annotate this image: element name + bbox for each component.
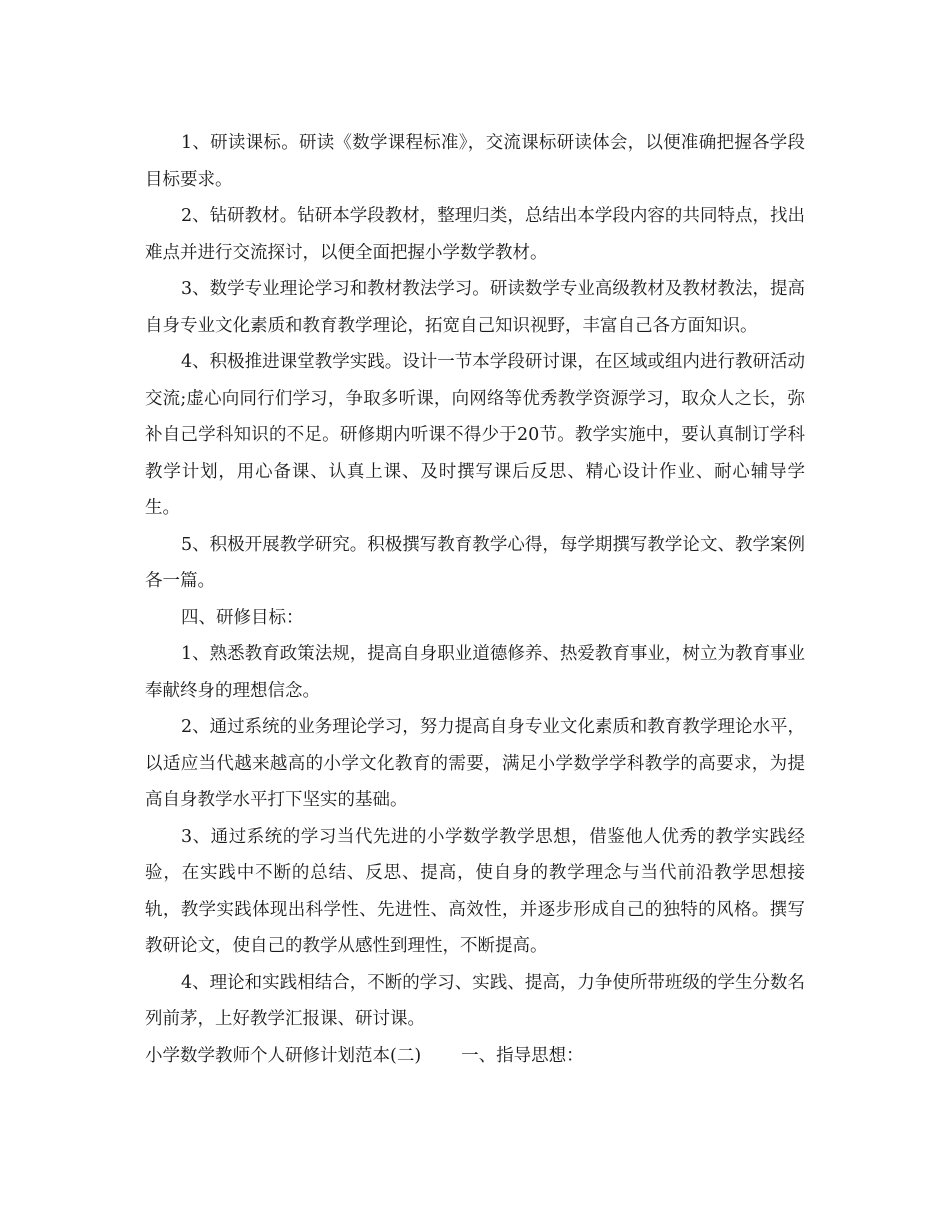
document-title-part-two: 小学数学教师个人研修计划范本(二) [145, 1045, 422, 1066]
document-page [145, 125, 805, 1074]
goal-3-thought: 3、通过系统的学习当代先进的小学数学教学思想，借鉴他人优秀的教学实践经验，在实践中不断的总结、反思、提高，使自身的教学理念与当代前沿教学思想接轨，教学实践体现出科学性、先进性、高效性，并逐步形成自己的独特的风格。撰写教研论文，使自己的教学从感性到理性，不断提高。 [145, 826, 805, 956]
section-heading-guiding-thought: 一、指导思想： [461, 1045, 584, 1066]
paragraph-1-study-curriculum-standard: 1、研读课标。研读《数学课程标准》，交流课标研读体会，以便准确把握各学段目标要求。 [145, 133, 805, 190]
section-heading-study-goals: 四、研修目标： [181, 607, 304, 628]
paragraph-2-study-textbook: 2、钻研教材。钻研本学段教材，整理归类，总结出本学段内容的共同特点，找出难点并进行交流探讨，以便全面把握小学数学教材。 [145, 206, 805, 263]
paragraph-3-theory-study: 3、数学专业理论学习和教材教法学习。研读数学专业高级教材及教材教法，提高自身专业文化素质和教育教学理论，拓宽自己知识视野，丰富自己各方面知识。 [145, 279, 805, 336]
goal-4-practice: 4、理论和实践相结合，不断的学习、实践、提高，力争使所带班级的学生分数名列前茅，上好教学汇报课、研讨课。 [145, 972, 805, 1029]
paragraph-4-teaching-practice: 4、积极推进课堂教学实践。设计一节本学段研讨课，在区域或组内进行教研活动交流;虚心向同行们学习，争取多听课，向网络等优秀教学资源学习，取众人之长，弥补自己学科知识的不足。研修期内听课不得少于20节。教学实施中，要认真制订学科教学计划，用心备课、认真上课、及时撰写课后反思、精心设计作业、耐心辅导学生。 [145, 352, 805, 518]
goal-2-theory: 2、通过系统的业务理论学习，努力提高自身专业文化素质和教育教学理论水平，以适应当代越来越高的小学文化教育的需要，满足小学数学学科教学的高要求，为提高自身教学水平打下坚实的基础。 [145, 717, 805, 810]
paragraph-5-teaching-research: 5、积极开展教学研究。积极撰写教育教学心得，每学期撰写教学论文、教学案例各一篇。 [145, 534, 805, 591]
goal-1-policy: 1、熟悉教育政策法规，提高自身职业道德修养、热爱教育事业，树立为教育事业奉献终身的理想信念。 [145, 644, 805, 701]
final-line [145, 1038, 805, 1075]
